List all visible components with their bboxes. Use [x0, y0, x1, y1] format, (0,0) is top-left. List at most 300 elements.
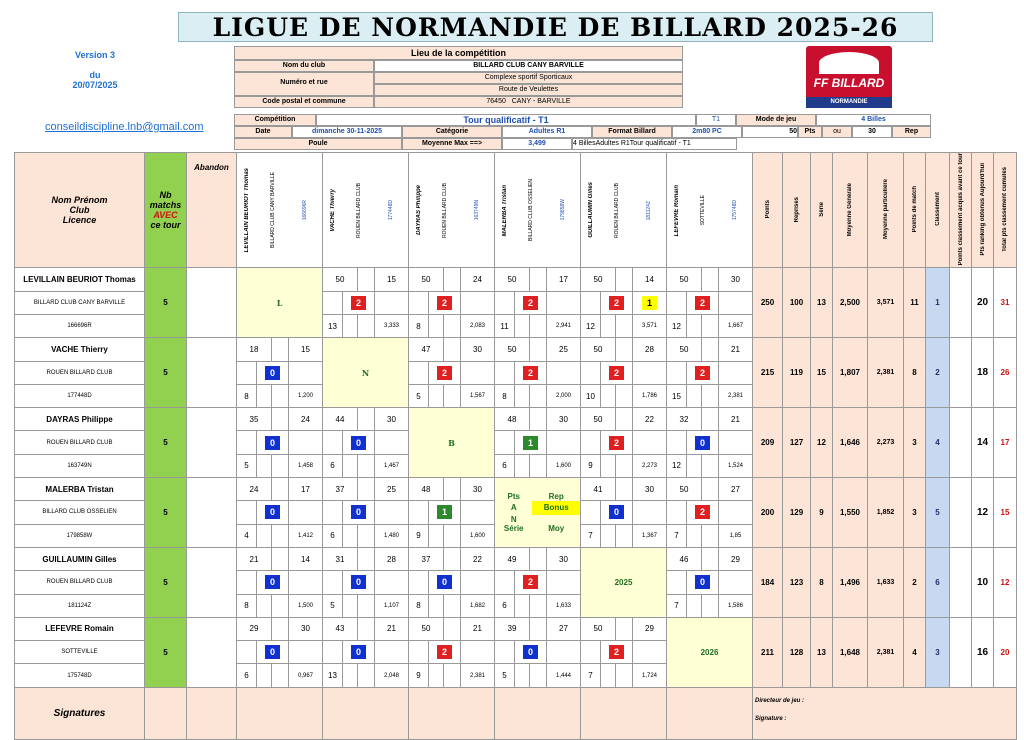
match-serie: 13	[323, 314, 343, 337]
match-reprises: 30	[547, 547, 581, 570]
table-row	[15, 408, 1017, 431]
match-score: 2	[523, 366, 538, 380]
match-serie: 8	[409, 594, 429, 617]
match-score: 0	[351, 436, 366, 450]
match-moyenne: 2,941	[547, 314, 581, 337]
match-score: 2	[609, 366, 624, 380]
club-name: BILLARD CLUB CANY BARVILLE	[374, 60, 683, 72]
match-points: 21	[237, 547, 272, 570]
match-points: 50	[581, 617, 616, 640]
total-value: 26	[994, 338, 1017, 408]
competition-block	[234, 114, 931, 150]
legend-box: Pts Rep A Bonus N Série Moy	[495, 478, 581, 548]
match-serie: 8	[237, 594, 257, 617]
match-points: 31	[323, 547, 358, 570]
opponent-header: LEVILLAIN BEURIOT Thomas BILLARD CLUB CANY BARVILLE 166696R	[237, 153, 323, 268]
rank-value: 14	[972, 408, 994, 478]
table-row	[15, 617, 1017, 640]
match-reprises: 15	[289, 338, 323, 361]
match-moyenne: 1,412	[289, 524, 323, 547]
reprises-value: 100	[783, 268, 811, 338]
match-moyenne: 2,381	[719, 384, 753, 407]
table-row	[15, 547, 1017, 570]
match-moyenne: 1,200	[289, 384, 323, 407]
points-header: Points	[753, 153, 783, 268]
cp-label: Code postal et commune	[234, 96, 374, 108]
abandon-cell[interactable]	[187, 547, 237, 617]
t1-value: T1	[696, 114, 736, 126]
match-score: 0	[351, 505, 366, 519]
match-serie: 12	[667, 454, 687, 477]
serie-value: 12	[811, 408, 833, 478]
match-serie: 12	[581, 314, 601, 337]
moygen-value: 2,500	[833, 268, 868, 338]
match-moyenne: 1,567	[461, 384, 495, 407]
match-reprises: 22	[461, 547, 495, 570]
classement-value: 5	[926, 478, 950, 548]
format-label: Format Billard	[592, 126, 672, 138]
match-serie: 5	[323, 594, 343, 617]
match-reprises: 29	[633, 617, 667, 640]
match-moyenne: 2,083	[461, 314, 495, 337]
name-col-header: Nom Prénom Club Licence	[15, 153, 145, 268]
match-points: 49	[495, 547, 530, 570]
match-serie: 5	[495, 664, 515, 687]
match-serie: 7	[667, 594, 687, 617]
match-points: 43	[323, 617, 358, 640]
match-score: 0	[523, 645, 538, 659]
lieu-title: Lieu de la compétition	[234, 46, 683, 60]
player-name: LEFEVRE Romain	[15, 617, 145, 640]
match-score: 0	[351, 575, 366, 589]
player-club: ROUEN BILLARD CLUB	[15, 571, 145, 594]
points-value: 250	[753, 268, 783, 338]
match-score: 1	[437, 505, 452, 519]
match-points: 50	[323, 268, 358, 291]
table-row	[15, 478, 1017, 501]
match-score: 2	[695, 505, 710, 519]
serie-value: 13	[811, 268, 833, 338]
match-points: 47	[409, 338, 444, 361]
mode-value: 4 Billes	[816, 114, 931, 126]
match-moyenne: 1,500	[289, 594, 323, 617]
match-serie: 5	[409, 384, 429, 407]
logo-subtitle: NORMANDIE	[806, 97, 892, 108]
competition-value: Tour qualificatif - T1	[316, 114, 696, 126]
rank-value: 12	[972, 478, 994, 548]
total-value: 17	[994, 408, 1017, 478]
acq-value	[950, 268, 972, 338]
reprises-value: 129	[783, 478, 811, 548]
match-points: 48	[409, 478, 444, 501]
player-name: VACHE Thierry	[15, 338, 145, 361]
match-reprises: 30	[289, 617, 323, 640]
rue-line-1: Complexe sportif Sporticaux	[374, 72, 683, 84]
match-points: 46	[667, 547, 702, 570]
signature-cell[interactable]	[667, 687, 753, 739]
match-reprises: 30	[719, 268, 753, 291]
match-reprises: 15	[375, 268, 409, 291]
nb-matches-header: Nb matchs AVEC ce tour	[145, 153, 187, 268]
signature-cell[interactable]	[409, 687, 495, 739]
player-licence: 163749N	[15, 454, 145, 477]
moygen-value: 1,646	[833, 408, 868, 478]
classement-header: Classement	[926, 153, 950, 268]
match-reprises: 21	[719, 338, 753, 361]
match-moyenne: 1,586	[719, 594, 753, 617]
match-score: 2	[523, 296, 538, 310]
format-value: 2m80 PC	[672, 126, 742, 138]
match-moyenne: 2,048	[375, 664, 409, 687]
match-moyenne: 2,000	[547, 384, 581, 407]
match-score: 2	[437, 366, 452, 380]
signature-cell[interactable]	[323, 687, 409, 739]
rank-value: 20	[972, 268, 994, 338]
moygen-value: 1,496	[833, 547, 868, 617]
opponent-header: MALERBA Tristan BILLARD CLUB OSSELIEN 179858W	[495, 153, 581, 268]
match-serie: 10	[581, 384, 601, 407]
match-score: 2	[351, 296, 366, 310]
rank-value: 16	[972, 617, 994, 687]
version-date: 20/07/2025	[72, 80, 118, 90]
match-moyenne: 1,480	[375, 524, 409, 547]
abandon-header: Abandon	[187, 153, 237, 268]
match-points: 35	[237, 408, 272, 431]
info-value: 4 BillesAdultes R1Tour qualificatif - T1	[572, 138, 737, 150]
serie-value: 13	[811, 617, 833, 687]
rue-label: Numéro et rue	[234, 72, 374, 96]
signature-cell[interactable]	[237, 687, 323, 739]
ptsmatch-value: 3	[904, 408, 926, 478]
reprises-value: 119	[783, 338, 811, 408]
abandon-cell[interactable]	[187, 478, 237, 548]
abandon-cell[interactable]	[187, 268, 237, 338]
player-name: GUILLAUMIN Gilles	[15, 547, 145, 570]
match-reprises: 14	[289, 547, 323, 570]
match-points: 50	[581, 338, 616, 361]
pts-value: 50	[742, 126, 798, 138]
player-name: DAYRAS Philippe	[15, 408, 145, 431]
nb-matches: 5	[145, 268, 187, 338]
nb-matches: 5	[145, 617, 187, 687]
player-licence: 175748D	[15, 664, 145, 687]
player-licence: 166696R	[15, 314, 145, 337]
rep-value: 30	[852, 126, 892, 138]
match-reprises: 24	[289, 408, 323, 431]
match-reprises: 28	[633, 338, 667, 361]
moypart-value: 1,852	[868, 478, 904, 548]
match-reprises: 21	[375, 617, 409, 640]
match-moyenne: 1,633	[547, 594, 581, 617]
diagonal-mark: 2026	[667, 617, 753, 687]
match-reprises: 14	[633, 268, 667, 291]
du-label: du	[89, 70, 101, 80]
match-moyenne: 0,967	[289, 664, 323, 687]
match-score: 0	[265, 505, 280, 519]
club-label: Nom du club	[234, 60, 374, 72]
logo-ball-icon	[819, 52, 879, 74]
poule-label: Poule	[234, 138, 402, 150]
opponent-header: DAYRAS Philippe ROUEN BILLARD CLUB 163749N	[409, 153, 495, 268]
date-label: Date	[234, 126, 292, 138]
match-reprises: 30	[633, 478, 667, 501]
player-name: LEVILLAIN BEURIOT Thomas	[15, 268, 145, 291]
acq-value	[950, 617, 972, 687]
rue-line-2: Route de Veulettes	[374, 84, 683, 96]
rank-value: 10	[972, 547, 994, 617]
match-moyenne: 1,682	[461, 594, 495, 617]
match-serie: 6	[323, 524, 343, 547]
moypart-header: Moyenne particulière	[868, 153, 904, 268]
diagonal-mark: 2025	[581, 547, 667, 617]
player-club: SOTTEVILLE	[15, 641, 145, 664]
match-serie: 15	[667, 384, 687, 407]
match-points: 50	[581, 268, 616, 291]
ptsmatch-value: 11	[904, 268, 926, 338]
points-value: 184	[753, 547, 783, 617]
director-block: Directeur de jeu : Signature :	[753, 687, 1017, 739]
nb-matches: 5	[145, 408, 187, 478]
match-moyenne: 1,786	[633, 384, 667, 407]
table-row	[15, 268, 1017, 291]
version-label: Version 3	[74, 50, 116, 60]
match-serie: 7	[581, 524, 601, 547]
version-block	[55, 50, 135, 90]
match-points: 48	[495, 408, 530, 431]
classement-value: 2	[926, 338, 950, 408]
match-moyenne: 3,571	[633, 314, 667, 337]
nb-matches: 5	[145, 547, 187, 617]
moygen-header: Moyenne Générale	[833, 153, 868, 268]
match-moyenne: 1,85	[719, 524, 753, 547]
acq-value	[950, 338, 972, 408]
match-reprises: 27	[547, 617, 581, 640]
reprises-header: Reprises	[783, 153, 811, 268]
match-score: 2	[609, 296, 624, 310]
player-club: ROUEN BILLARD CLUB	[15, 361, 145, 384]
match-score: 0	[609, 505, 624, 519]
match-reprises: 17	[289, 478, 323, 501]
nb-matches: 5	[145, 478, 187, 548]
match-reprises: 29	[719, 547, 753, 570]
moypart-value: 2,381	[868, 338, 904, 408]
match-points: 29	[237, 617, 272, 640]
match-serie: 13	[323, 664, 343, 687]
rep-label: Rep	[892, 126, 931, 138]
match-score: 2	[695, 366, 710, 380]
match-score: 2	[609, 436, 624, 450]
rank-value: 18	[972, 338, 994, 408]
match-reprises: 30	[375, 408, 409, 431]
ptsmatch-value: 4	[904, 617, 926, 687]
total-value: 12	[994, 547, 1017, 617]
serie-value: 9	[811, 478, 833, 548]
acq-value	[950, 478, 972, 548]
classement-value: 1	[926, 268, 950, 338]
match-points: 50	[495, 268, 530, 291]
cp-commune	[374, 96, 683, 108]
player-club: BILLARD CLUB CANY BARVILLE	[15, 291, 145, 314]
ptsmatch-value: 3	[904, 478, 926, 548]
match-points: 37	[323, 478, 358, 501]
moygen-value: 1,648	[833, 617, 868, 687]
classement-value: 6	[926, 547, 950, 617]
postal-code: 76450	[486, 98, 506, 105]
match-serie: 5	[237, 454, 257, 477]
match-moyenne: 1,667	[719, 314, 753, 337]
reprises-value: 123	[783, 547, 811, 617]
match-serie: 6	[237, 664, 257, 687]
match-reprises: 21	[719, 408, 753, 431]
match-score: 2	[523, 575, 538, 589]
match-score: 0	[265, 436, 280, 450]
match-reprises: 30	[547, 408, 581, 431]
match-points: 50	[667, 478, 702, 501]
match-points: 50	[409, 268, 444, 291]
match-points: 50	[667, 338, 702, 361]
total-value: 31	[994, 268, 1017, 338]
match-serie: 8	[495, 384, 515, 407]
commune: CANY - BARVILLE	[511, 98, 571, 105]
table-row	[15, 338, 1017, 361]
match-moyenne: 1,367	[633, 524, 667, 547]
diagonal-mark: L	[237, 268, 323, 338]
classement-value: 4	[926, 408, 950, 478]
match-points: 24	[237, 478, 272, 501]
match-serie: 9	[581, 454, 601, 477]
match-moyenne: 3,333	[375, 314, 409, 337]
total-header: Total pts classement cumulés	[994, 153, 1017, 268]
match-reprises: 22	[633, 408, 667, 431]
ptsmatch-header: Points de match	[904, 153, 926, 268]
match-score: 0	[695, 575, 710, 589]
email-link[interactable]: conseildiscipline.lnb@gmail.com	[45, 121, 204, 133]
moypart-value: 1,633	[868, 547, 904, 617]
match-moyenne: 1,107	[375, 594, 409, 617]
match-score: 0	[265, 366, 280, 380]
match-score: 2	[609, 645, 624, 659]
match-points: 50	[581, 408, 616, 431]
match-score: 2	[695, 296, 710, 310]
match-points: 37	[409, 547, 444, 570]
match-reprises: 25	[375, 478, 409, 501]
match-serie: 8	[237, 384, 257, 407]
abandon-cell[interactable]	[187, 338, 237, 408]
match-moyenne: 2,381	[461, 664, 495, 687]
match-points: 50	[409, 617, 444, 640]
match-score: 0	[695, 436, 710, 450]
diagonal-mark: N	[323, 338, 409, 408]
match-reprises: 28	[375, 547, 409, 570]
bonus-badge: 1	[642, 296, 657, 310]
player-club: ROUEN BILLARD CLUB	[15, 431, 145, 454]
match-moyenne: 1,524	[719, 454, 753, 477]
ffb-logo	[806, 46, 892, 108]
diagonal-mark: B	[409, 408, 495, 478]
match-serie: 6	[323, 454, 343, 477]
ptsmatch-value: 2	[904, 547, 926, 617]
rank-header: Pts ranking obtenus Aujourd'hui	[972, 153, 994, 268]
match-serie: 7	[581, 664, 601, 687]
reprises-value: 128	[783, 617, 811, 687]
serie-value: 8	[811, 547, 833, 617]
nb-matches: 5	[145, 338, 187, 408]
moypart-value: 2,273	[868, 408, 904, 478]
acq-value	[950, 547, 972, 617]
match-serie: 12	[667, 314, 687, 337]
acq-header: Points classement acquis avant ce tour	[950, 153, 972, 268]
player-licence: 179858W	[15, 524, 145, 547]
lieu-block	[234, 46, 683, 108]
logo-text: FF BILLARD	[813, 76, 885, 90]
results-table	[14, 152, 1017, 740]
player-club: BILLARD CLUB OSSELIEN	[15, 501, 145, 524]
match-points: 44	[323, 408, 358, 431]
signature-cell[interactable]	[495, 687, 581, 739]
opponent-header: VACHE Thierry ROUEN BILLARD CLUB 177448D	[323, 153, 409, 268]
points-value: 200	[753, 478, 783, 548]
acq-value	[950, 408, 972, 478]
match-reprises: 30	[461, 338, 495, 361]
abandon-cell[interactable]	[187, 617, 237, 687]
match-score: 2	[437, 645, 452, 659]
moymax-label: Moyenne Max ==>	[402, 138, 502, 150]
match-moyenne: 1,444	[547, 664, 581, 687]
classement-value: 3	[926, 617, 950, 687]
match-serie: 4	[237, 524, 257, 547]
abandon-cell[interactable]	[187, 408, 237, 478]
signature-cell[interactable]	[581, 687, 667, 739]
moygen-value: 1,807	[833, 338, 868, 408]
match-serie: 6	[495, 594, 515, 617]
match-reprises: 21	[461, 617, 495, 640]
ptsmatch-value: 8	[904, 338, 926, 408]
opponent-header: LEFEVRE Romain SOTTEVILLE 175748D	[667, 153, 753, 268]
total-value: 20	[994, 617, 1017, 687]
match-serie: 7	[667, 524, 687, 547]
points-value: 215	[753, 338, 783, 408]
match-score: 1	[523, 436, 538, 450]
match-points: 50	[495, 338, 530, 361]
moypart-value: 3,571	[868, 268, 904, 338]
match-score: 2	[437, 296, 452, 310]
match-score: 0	[351, 645, 366, 659]
signatures-label: Signatures	[15, 687, 145, 739]
match-points: 39	[495, 617, 530, 640]
match-serie: 8	[409, 314, 429, 337]
match-serie: 9	[409, 664, 429, 687]
player-licence: 181124Z	[15, 594, 145, 617]
match-score: 0	[265, 645, 280, 659]
moygen-value: 1,550	[833, 478, 868, 548]
serie-value: 15	[811, 338, 833, 408]
match-reprises: 30	[461, 478, 495, 501]
cat-label: Catégorie	[402, 126, 502, 138]
player-name: MALERBA Tristan	[15, 478, 145, 501]
match-serie: 6	[495, 454, 515, 477]
match-points: 18	[237, 338, 272, 361]
opponent-header: GUILLAUMIN Gilles ROUEN BILLARD CLUB 181124Z	[581, 153, 667, 268]
serie-header: Série	[811, 153, 833, 268]
match-moyenne: 1,724	[633, 664, 667, 687]
cat-value: Adultes R1	[502, 126, 592, 138]
match-serie: 11	[495, 314, 515, 337]
match-score: 0	[265, 575, 280, 589]
moypart-value: 2,381	[868, 617, 904, 687]
moymax-value: 3,499	[502, 138, 572, 150]
match-reprises: 24	[461, 268, 495, 291]
page-title: LIGUE DE NORMANDIE DE BILLARD 2025-26	[178, 12, 933, 42]
